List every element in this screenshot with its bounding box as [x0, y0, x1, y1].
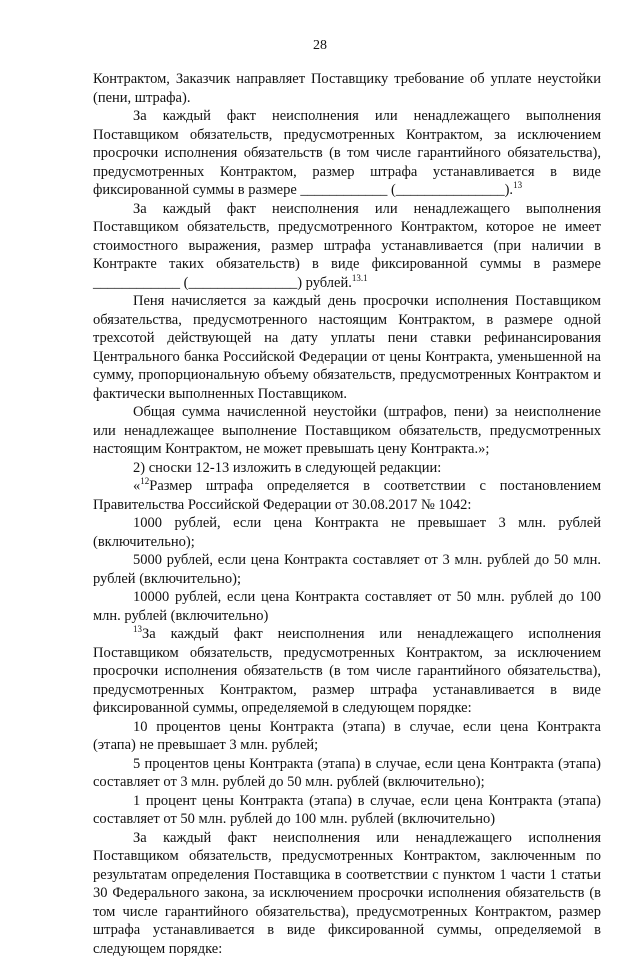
paragraph-p12 — [93, 718, 601, 755]
footnote-reference: 13 — [513, 180, 522, 190]
paragraph-p15 — [93, 829, 601, 958]
paragraph-text: 1000 рублей, если цена Контракта не превышает 3 млн. рублей (включительно); — [93, 515, 601, 550]
paragraph-p2 — [93, 107, 601, 200]
paragraph-text: За каждый факт неисполнения или ненадлежащего исполнения Поставщиком обязательств, предусмотренных Контрактом, заключенным по результатам определения Поставщика в соответствии с пунктом 1 части 1 статьи 30 Федерального закона, за исключением просрочки исполнения обязательств (в том числе гарантийного обязательства), предусмотренных Контрактом, размер штрафа устанавливается в виде фиксированной суммы, определяемой в следующем порядке: — [93, 830, 601, 957]
paragraph-text: Размер штрафа определяется в соответствии с постановлением Правительства Российской Федерации от 30.08.2017 № 1042: — [93, 478, 601, 513]
paragraph-p7 — [93, 477, 601, 514]
paragraph-text: За каждый факт неисполнения или ненадлежащего выполнения Поставщиком обязательств, предусмотренного Контрактом, которое не имеет стоимостного выражения, размер штрафа устанавливается (при наличии в Контракте таких обязательств) в виде фиксированной суммы в размере ____________ (_______________) рублей. — [93, 201, 601, 291]
footnote-marker: 13 — [133, 624, 142, 634]
paragraph-text: 5 процентов цены Контракта (этапа) в случае, если цена Контракта (этапа) составляет от 3 млн. рублей до 50 млн. рублей (включительно); — [93, 756, 601, 791]
footnote-reference: 13.1 — [352, 273, 368, 283]
paragraph-text: Пеня начисляется за каждый день просрочки исполнения Поставщиком обязательства, предусмотренного настоящим Контрактом, в размере одной трехсотой действующей на дату уплаты пени ставки рефинансирования Центрального банка Российской Федерации от цены Контракта, уменьшенной на сумму, пропорциональную объему обязательств, предусмотренных Контрактом и фактически выполненных Поставщиком. — [93, 293, 601, 402]
paragraph-text: 2) сноски 12-13 изложить в следующей редакции: — [133, 460, 441, 476]
paragraph-p1 — [93, 70, 601, 107]
paragraph-text: 10000 рублей, если цена Контракта составляет от 50 млн. рублей до 100 млн. рублей (включительно) — [93, 589, 601, 624]
paragraph-text: 1 процент цены Контракта (этапа) в случае, если цена Контракта (этапа) составляет от 50 млн. рублей до 100 млн. рублей (включительно) — [93, 793, 601, 828]
paragraph-text: 10 процентов цены Контракта (этапа) в случае, если цена Контракта (этапа) не превышает 3 млн. рублей; — [93, 719, 601, 754]
paragraph-p8 — [93, 514, 601, 551]
paragraph-text: Контрактом, Заказчик направляет Поставщику требование об уплате неустойки (пени, штрафа). — [93, 71, 601, 106]
page-number: 28 — [0, 38, 640, 54]
paragraph-text: За каждый факт неисполнения или ненадлежащего выполнения Поставщиком обязательств, предусмотренных Контрактом, за исключением просрочки исполнения обязательств (в том числе гарантийного обязательства), предусмотренных Контрактом, размер штрафа устанавливается в виде фиксированной суммы в размере ____________ (_______________). — [93, 108, 601, 198]
paragraph-lead: « — [133, 478, 140, 494]
paragraph-p9 — [93, 551, 601, 588]
paragraph-p14 — [93, 792, 601, 829]
paragraph-text: Общая сумма начисленной неустойки (штрафов, пени) за неисполнение или ненадлежащее выполнение Поставщиком обязательств, предусмотренных настоящим Контрактом, не может превышать цену Контракта.»; — [93, 404, 601, 457]
paragraph-text: 5000 рублей, если цена Контракта составляет от 3 млн. рублей до 50 млн. рублей (включительно); — [93, 552, 601, 587]
paragraph-p11 — [93, 625, 601, 718]
paragraph-p6 — [93, 459, 601, 478]
paragraph-p5 — [93, 403, 601, 459]
paragraph-text: За каждый факт неисполнения или ненадлежащего исполнения Поставщиком обязательств, предусмотренных Контрактом, за исключением просрочки исполнения обязательств (в том числе гарантийного обязательства), предусмотренных Контрактом, размер штрафа устанавливается в виде фиксированной суммы, определяемой в следующем порядке: — [93, 626, 601, 716]
paragraph-p13 — [93, 755, 601, 792]
paragraph-p3 — [93, 200, 601, 293]
paragraph-p4 — [93, 292, 601, 403]
document-body — [93, 70, 601, 958]
footnote-marker: 12 — [140, 476, 149, 486]
paragraph-p10 — [93, 588, 601, 625]
